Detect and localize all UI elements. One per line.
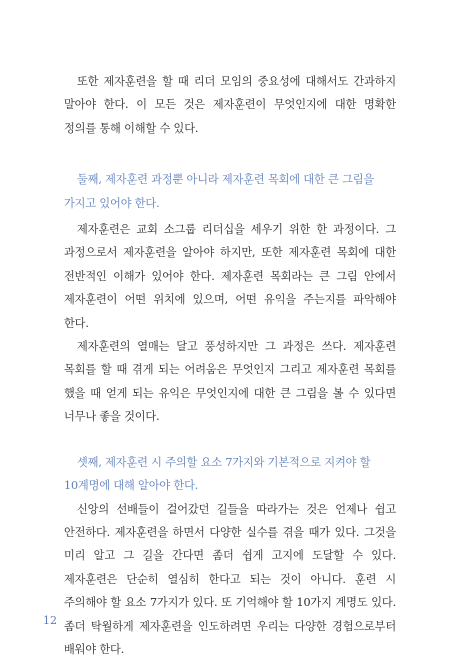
section-heading-third: 셋째, 제자훈련 시 주의할 요소 7가지와 기본적으로 지켜야 할 10계명에 대해 알아야 한다. bbox=[64, 455, 371, 493]
paragraph-faith-predecessors: 신앙의 선배들이 걸어갔던 길들을 따라가는 것은 언제나 쉽고 안전하다. 제자훈련을 하면서 다양한 실수를 겪을 때가 있다. 그것을 미리 알고 그 길을 간다면 좀더 쉽게 고지에 도달할 수 있다. 제자훈련은 단순히 열심히 한다고 되는 것이 아니다. 훈련 시 주의해야 할 요소 7가지가 있다. 또 기억해야 할 10가지 계명도 있다. 좀더 탁월하게 제자훈련을 인도하려면 우리는 다양한 경험으로부터 배워야 한다. bbox=[64, 502, 396, 656]
spacer bbox=[64, 140, 396, 168]
paragraph-leaders-meeting: 또한 제자훈련을 할 때 리더 모임의 중요성에 대해서도 간과하지 말아야 한다. 이 모든 것은 제자훈련이 무엇인지에 대한 명확한 정의를 통해 이해할 수 있다. bbox=[64, 75, 396, 135]
page-body bbox=[64, 70, 396, 661]
paragraph-discipleship-process: 제자훈련은 교회 소그룹 리더십을 세우기 위한 한 과정이다. 그 과정으로서 제자훈련을 알아야 하지만, 또한 제자훈련 목회에 대한 전반적인 이해가 있어야 한다. 제자훈련 목회라는 큰 그림 안에서 제자훈련이 어떤 위치에 있으며, 어떤 유익을 주는지를 파악해야 한다. bbox=[64, 223, 396, 330]
spacer bbox=[64, 429, 396, 451]
paragraph-discipleship-fruit: 제자훈련의 열매는 달고 풍성하지만 그 과정은 쓰다. 제자훈련 목회를 할 때 겪게 되는 어려움은 무엇인지 그리고 제자훈련 목회를 했을 때 얻게 되는 유익은 무엇인지에 대한 큰 그림을 볼 수 있다면 너무나 좋을 것이다. bbox=[64, 340, 396, 424]
section-heading-second: 둘째, 제자훈련 과정뿐 아니라 제자훈련 목회에 대한 큰 그림을 가지고 있어야 한다. bbox=[64, 173, 375, 210]
page-number: 12 bbox=[43, 614, 57, 627]
